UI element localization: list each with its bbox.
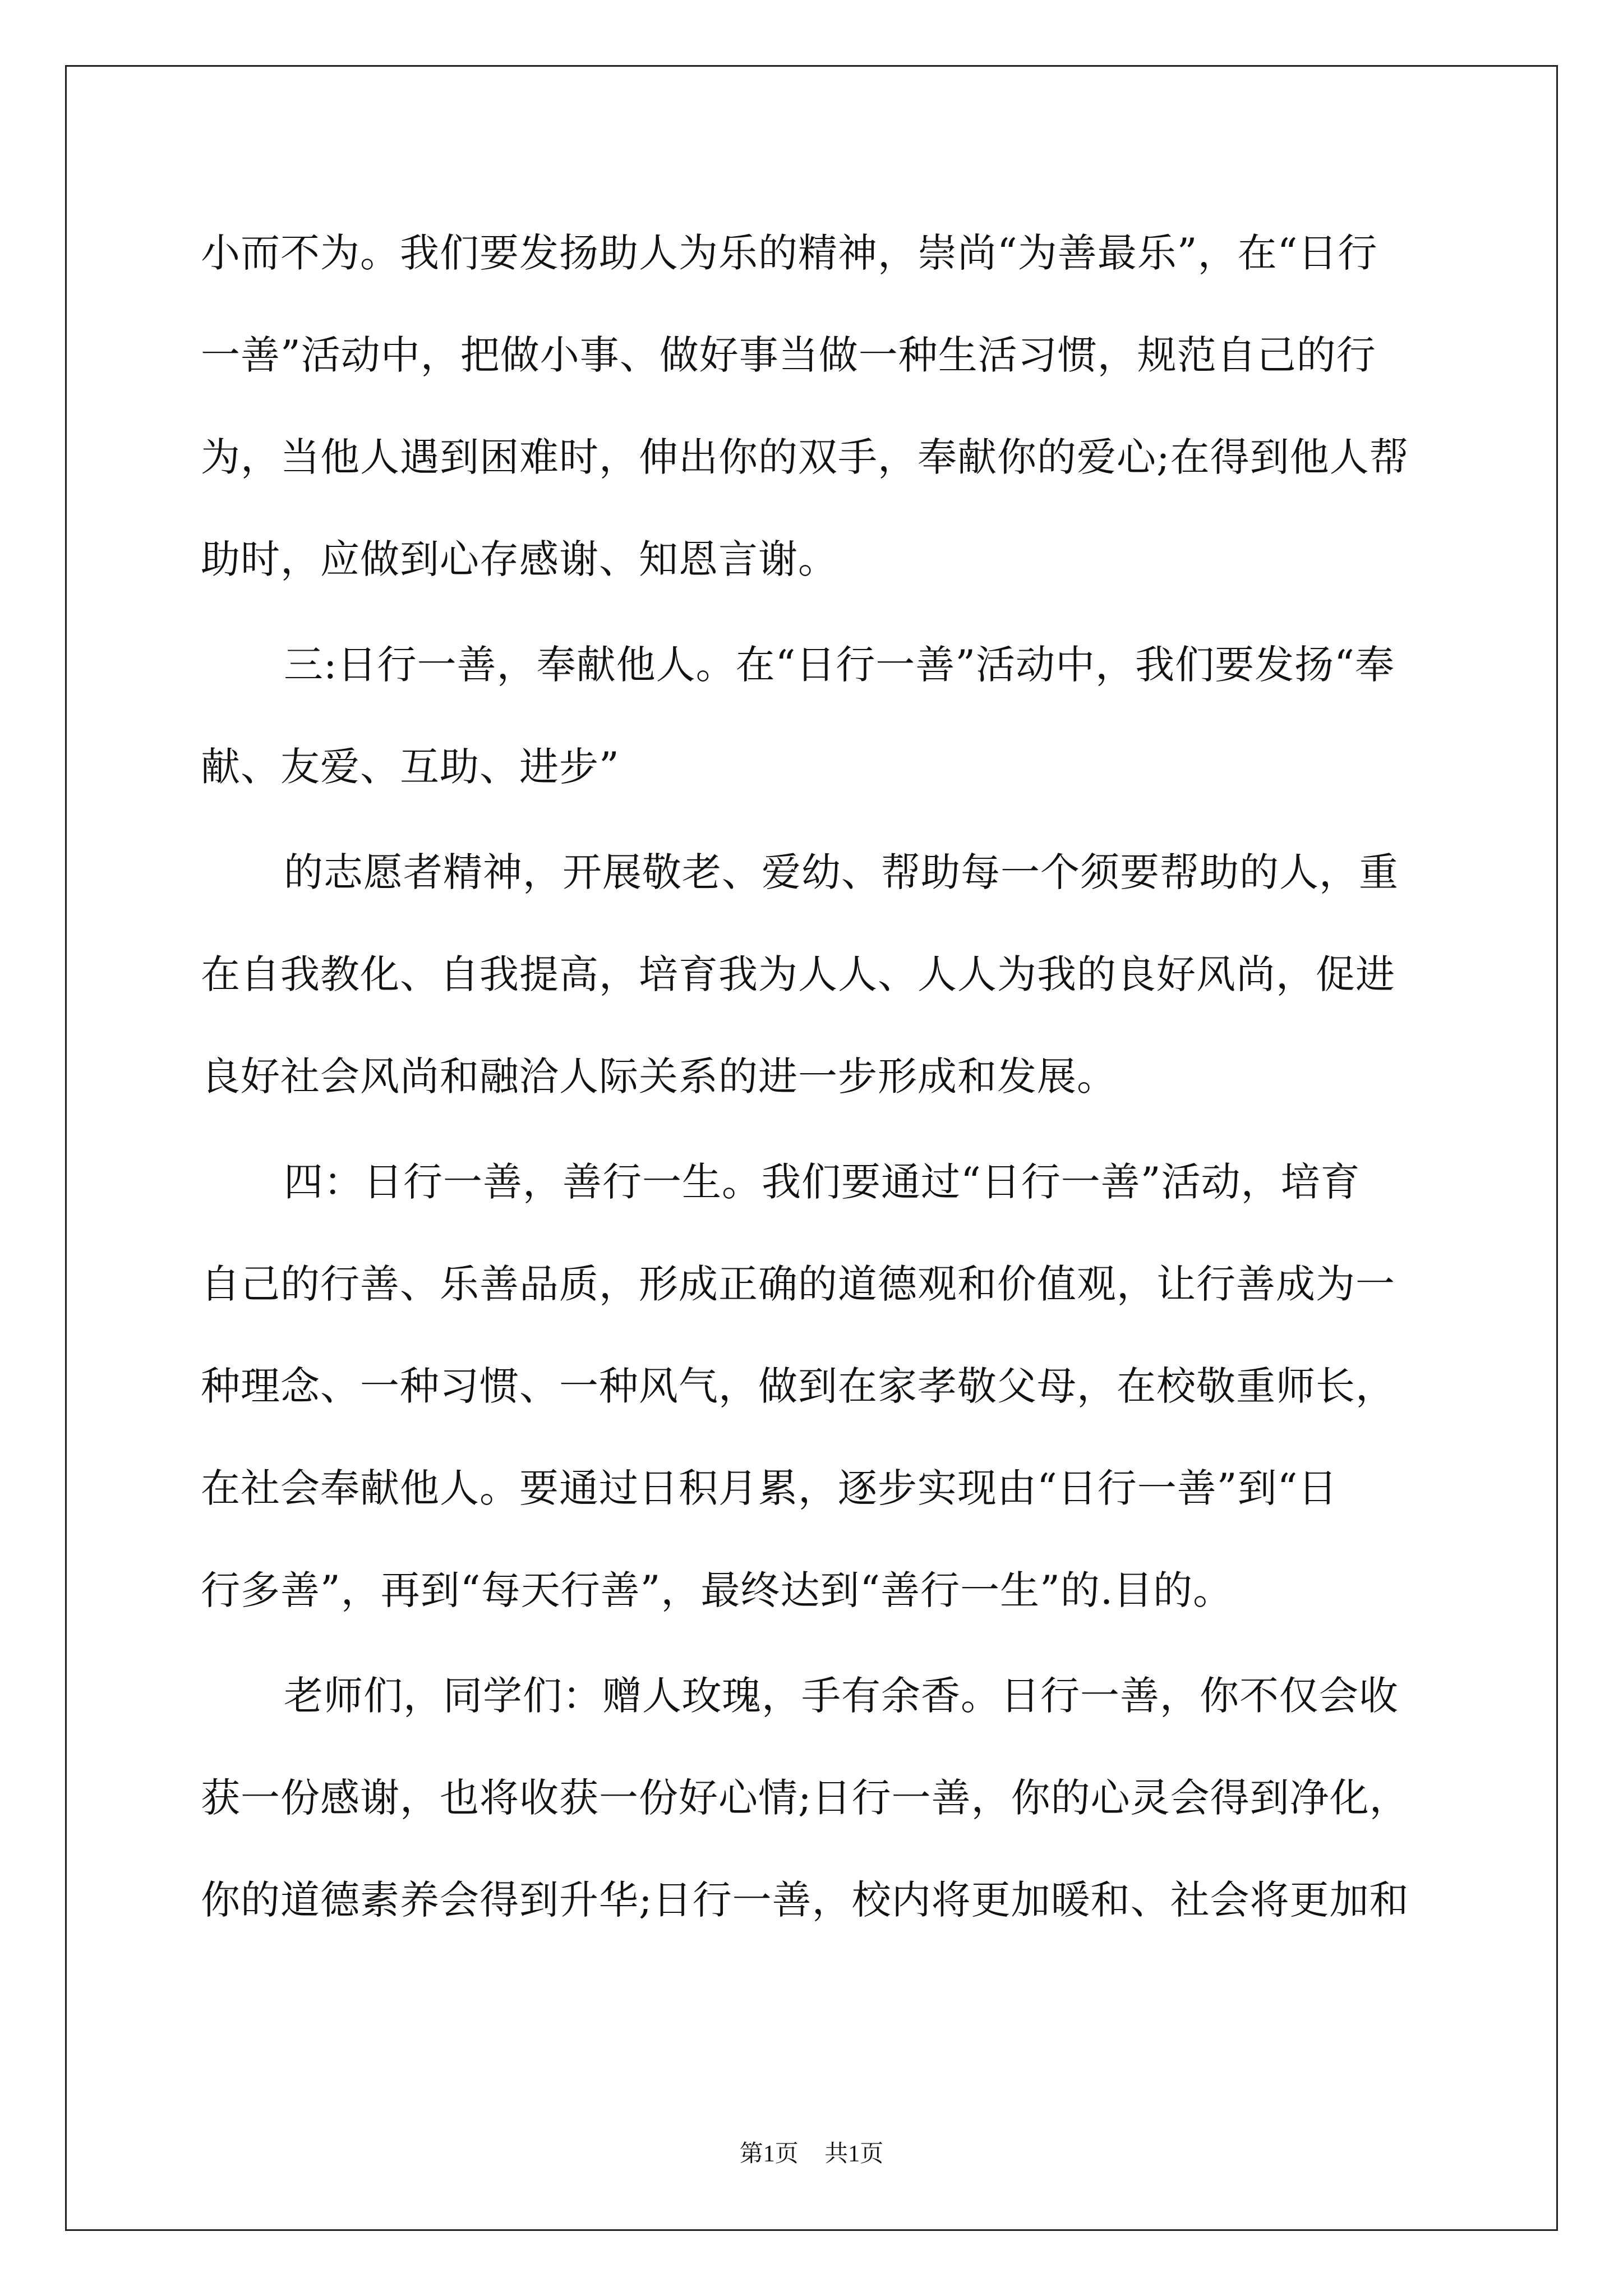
text-line: 的志愿者精神，开展敬老、爱幼、帮助每一个须要帮助的人，重	[284, 849, 1399, 895]
document-body	[201, 202, 1435, 1951]
page-total: 共1页	[824, 2141, 884, 2167]
page-number: 第1页	[739, 2141, 799, 2167]
text-line: 为，当他人遇到困难时，伸出你的双手，奉献你的爱心;在得到他人帮	[201, 434, 1409, 480]
text-line: 小而不为。我们要发扬助人为乐的精神，崇尚“为善最乐”，在“日行	[201, 230, 1378, 276]
text-line: 种理念、一种习惯、一种风气，做到在家孝敬父母，在校敬重师长，	[201, 1363, 1395, 1409]
text-line: 获一份感谢，也将收获一份好心情;日行一善，你的心灵会得到净化，	[201, 1775, 1409, 1821]
page-footer	[0, 2137, 1623, 2171]
text-line: 你的道德素养会得到升华;日行一善，校内将更加暖和、社会将更加和	[201, 1877, 1409, 1923]
text-line: 助时，应做到心存感谢、知恩言谢。	[201, 536, 838, 582]
text-line: 自己的行善、乐善品质，形成正确的道德观和价值观，让行善成为一	[201, 1261, 1395, 1307]
text-line: 在社会奉献他人。要通过日积月累，逐步实现由“日行一善”到“日	[201, 1465, 1338, 1511]
text-line: 在自我教化、自我提高，培育我为人人、人人为我的良好风尚，促进	[201, 951, 1395, 997]
text-line: 四：日行一善，善行一生。我们要通过“日行一善”活动，培育	[284, 1159, 1361, 1205]
text-line: 献、友爱、互助、进步”	[201, 744, 620, 790]
text-line: 一善”活动中，把做小事、做好事当做一种生活习惯，规范自己的行	[201, 332, 1376, 378]
text-line: 行多善”，再到“每天行善”，最终达到“善行一生”的.目的。	[201, 1567, 1233, 1613]
text-line: 良好社会风尚和融洽人际关系的进一步形成和发展。	[201, 1053, 1117, 1099]
text-line: 三:日行一善，奉献他人。在“日行一善”活动中，我们要发扬“奉	[284, 642, 1395, 688]
text-line: 老师们，同学们：赠人玫瑰，手有余香。日行一善，你不仅会收	[284, 1673, 1399, 1719]
